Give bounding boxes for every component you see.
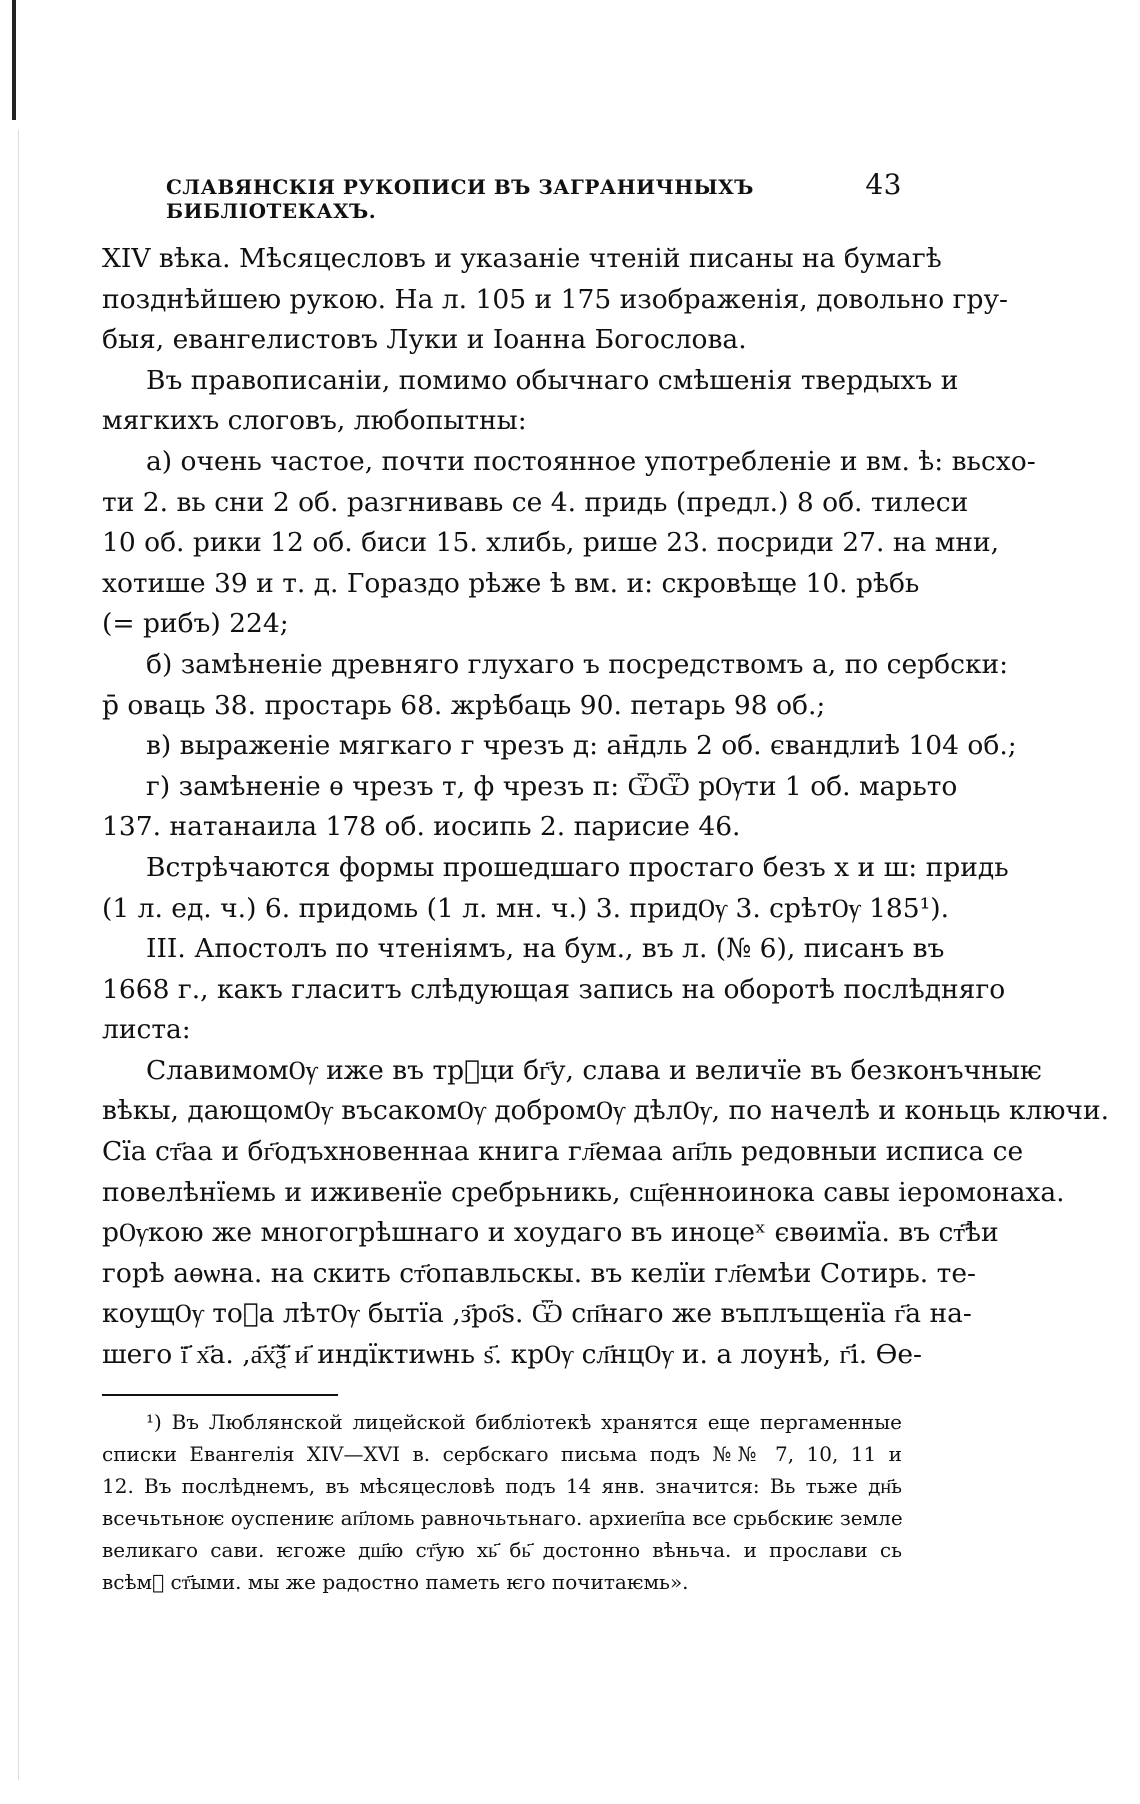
body-line: вѣкы, дающомѸ въсакомѸ добромѸ дѣлѸ, по начелѣ и коньць ключи. [102,1095,1110,1127]
book-page [102,168,1110,1598]
body-line: в) выраженіе мягкаго г чрезъ д: ан̄дль 2 об. євандлиѣ 104 об.; [146,730,1017,762]
footnote-line: ¹) Въ Люблянской лицейской библіотекѣ хранятся еще пергаменные [146,1409,902,1434]
body-line: мягкихъ слоговъ, любопытны: [102,405,527,437]
body-line: повелѣнїемь и иживенїе сребрьникь, сщ҃енноинока савы іеромонаха. [102,1176,1065,1208]
body-line: рѸкою же многогрѣшнаго и хоудаго въ иноцеˣ євѳимїа. въ ст҃ѣи [102,1217,999,1249]
body-line: листа: [102,1014,191,1046]
footnote-line: всѣмⷨ ст҃ыми. мы же радостно паметь ѥго почитаѥмь». [102,1569,689,1594]
running-head-title: СЛАВЯНСКІЯ РУКОПИСИ ВЪ ЗАГРАНИЧНЫХЪ БИБЛІОТЕКАХЪ. [166,175,754,223]
body-line: б) замѣненіе древняго глухаго ъ посредствомъ а, по сербски: [146,648,1009,680]
footnote-line: 12. Въ послѣднемъ, въ мѣсяцесловѣ подъ 14 янв. значится: Вь тьже дн҃ь [102,1473,902,1498]
body-line: 137. натанаила 178 об. иосипь 2. парисие 46. [102,811,741,843]
scan-edge-mark [12,0,22,120]
body-line: Встрѣчаются формы прошедшаго простаго безъ х и ш: придь [146,851,1009,883]
body-line: а) очень частое, почти постоянное употребленіе и вм. ѣ: вьсхо- [146,445,1036,477]
body-line: шего ї҃ х҃а. ,а҃х҃ѯ҃ и҃ индїктиѡнь ѕ҃. крѸ сл҃нцѸ и. а лоунѣ, г҃і. Ѳе- [102,1339,922,1371]
running-head [166,168,902,223]
body-line: 1668 г., какъ гласитъ слѣдующая запись на оборотѣ послѣдняго [102,973,1006,1005]
scan-edge-line [18,130,19,1780]
footnote-rule [102,1394,338,1396]
page-number: 43 [865,168,902,201]
body-line: коущѸ тоⷢа лѣтѸ бытїа ,з҃ро҃s. Ѿ сп҃наго же въплъщенїа г҃а на- [102,1298,972,1330]
body-text [102,239,1110,1376]
footnote-line: великаго сави. ѥгоже дш҃ю ст҃ую хь҃ бь҃ достонно вѣньча. и прослави сь [102,1537,902,1562]
body-line: XIV вѣка. Мѣсяцесловъ и указаніе чтеній писаны на бумагѣ [102,243,942,274]
body-line: быя, евангелистовъ Луки и Іоанна Богослова. [102,324,747,356]
body-line: 10 об. рики 12 об. биси 15. хлибь, рише 23. посриди 27. на мни, [102,527,1000,559]
body-line: ти 2. вь сни 2 об. разгнивавь се 4. придь (предл.) 8 об. тилеси [102,486,969,518]
body-line: р̄ оваць 38. простарь 68. жрѣбаць 90. петарь 98 об.; [102,689,826,721]
body-line: СлавимомѸ иже въ трⷪци бг҃у, слава и величїе въ безконъчныѥ [146,1054,1042,1086]
footnote-line: списки Евангелія XIV—XVI в. сербскаго письма подъ №№ 7, 10, 11 и [102,1441,902,1466]
footnote-line: всечьтьноѥ оуспениѥ ап҃ломь равночьтьнаго. архиеп҃па все срьбскиѥ земле [102,1505,903,1530]
body-line: хотише 39 и т. д. Гораздо рѣже ѣ вм. и: скровѣще 10. рѣбь [102,567,920,599]
body-line: Сїа ст҃аа и бг҃одъхновеннаа книга гл҃емаа ап҃ль редовныи исписа се [102,1136,1024,1168]
body-line: (= рибъ) 224; [102,608,289,640]
body-line: (1 л. ед. ч.) 6. придомь (1 л. мн. ч.) 3. придѸ 3. срѣтѸ 185¹). [102,892,950,924]
body-line: горѣ аѳѡна. на скить ст҃опавльскы. въ келїи гл҃емѣи Сотирь. те- [102,1257,976,1289]
body-line: Въ правописаніи, помимо обычнаго смѣшенія твердыхъ и [146,364,959,396]
footnotes [102,1406,902,1598]
body-line: III. Апостолъ по чтеніямъ, на бум., въ л. (№ 6), писанъ въ [146,933,945,965]
body-line: позднѣйшею рукою. На л. 105 и 175 изображенія, довольно гру- [102,283,1008,315]
body-line: г) замѣненіе ѳ чрезъ т, ф чрезъ п: ѾѾ рѸти 1 об. марьто [146,770,958,802]
